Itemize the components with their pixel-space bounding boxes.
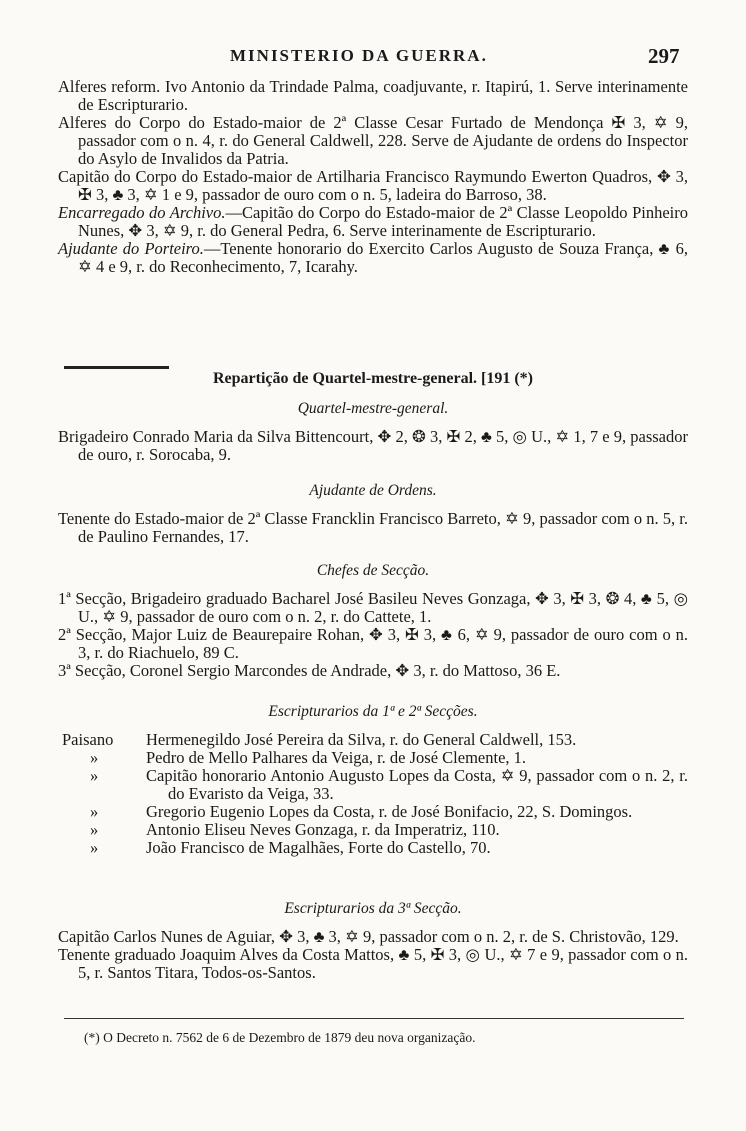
clerk-text: Gregorio Eugenio Lopes da Costa, r. de José Bonifacio, 22, S. Domingos. bbox=[146, 802, 633, 821]
ajudante-entry: Tenente do Estado-maior de 2ª Classe Francklin Francisco Barreto, ✡ 9, passador com o n. 5, r. de Paulino Fernandes, 17. bbox=[58, 509, 688, 546]
entry-text: —Tenente honorario do Exercito Carlos Augusto de Souza França, ♣ 6, ✡ 4 e 9, r. do Reconhecimento, 7, Icarahy. bbox=[78, 239, 688, 276]
page-number: 297 bbox=[648, 44, 680, 68]
chefe-entry: 3ª Secção, Coronel Sergio Marcondes de Andrade, ✥ 3, r. do Mattoso, 36 E. bbox=[58, 661, 561, 680]
clerk-row bbox=[0, 749, 746, 767]
clerk-row bbox=[0, 767, 746, 803]
clerk-text: Capitão honorario Antonio Augusto Lopes da Costa, ✡ 9, passador com o n. 2, r. do Evaristo da Veiga, 33. bbox=[146, 766, 688, 803]
escrip3-entry: Tenente graduado Joaquim Alves da Costa Mattos, ♣ 5, ✠ 3, ◎ U., ✡ 7 e 9, passador com o n. 5, r. Santos Titara, Todos-os-Santos. bbox=[58, 945, 688, 982]
page-header bbox=[0, 46, 746, 70]
chefes-heading: Chefes de Secção. bbox=[316, 562, 430, 579]
running-title: MINISTERIO DA GUERRA. bbox=[230, 46, 488, 65]
footnote-rule bbox=[64, 1018, 684, 1019]
footnote: (*) O Decreto n. 7562 de 6 de Dezembro de 1879 deu nova organização. bbox=[84, 1030, 476, 1045]
clerk-text: Hermenegildo José Pereira da Silva, r. do General Caldwell, 153. bbox=[146, 730, 577, 749]
entry-alferes-reformado: Alferes reform. Ivo Antonio da Trindade Palma, coadjuvante, r. Itapirú, 1. Serve interinamente de Escripturario. bbox=[58, 77, 688, 114]
clerk-row bbox=[0, 731, 746, 749]
clerk-row bbox=[0, 803, 746, 821]
chefes-block bbox=[0, 562, 746, 680]
escrip3-entry: Capitão Carlos Nunes de Aguiar, ✥ 3, ♣ 3, ✡ 9, passador com o n. 2, r. de S. Christovão, 129. bbox=[58, 927, 679, 946]
section-rule bbox=[64, 366, 169, 369]
clerk-text: João Francisco de Magalhães, Forte do Castello, 70. bbox=[146, 838, 491, 857]
clerk-row bbox=[0, 839, 746, 857]
escrip12-heading: Escripturarios da 1ª e 2ª Secções. bbox=[268, 703, 478, 720]
staff-entries bbox=[0, 78, 746, 276]
clerk-label: » bbox=[90, 838, 99, 857]
ajudante-heading: Ajudante de Ordens. bbox=[309, 482, 437, 499]
chefe-entry: 1ª Secção, Brigadeiro graduado Bacharel José Basileu Neves Gonzaga, ✥ 3, ✠ 3, ❂ 4, ♣ 5, ◎ U., ✡ 9, passador de ouro com o n. 2, r. do Cattete, 1. bbox=[58, 589, 688, 626]
clerk-label: Paisano bbox=[62, 730, 114, 749]
ajudante-block bbox=[0, 482, 746, 546]
clerk-text: Pedro de Mello Palhares da Veiga, r. de José Clemente, 1. bbox=[146, 748, 527, 767]
clerk-text: Antonio Eliseu Neves Gonzaga, r. da Imperatriz, 110. bbox=[146, 820, 500, 839]
section-heading-block bbox=[0, 370, 746, 388]
entry-text: —Capitão do Corpo do Estado-maior de 2ª Classe Leopoldo Pinheiro Nunes, ✥ 3, ✡ 9, r. do General Pedra, 6. Serve interinamente de Escripturario. bbox=[78, 203, 688, 240]
entry-label: Ajudante do Porteiro. bbox=[58, 239, 204, 258]
clerk-label: » bbox=[90, 802, 99, 821]
qmg-entry: Brigadeiro Conrado Maria da Silva Bittencourt, ✥ 2, ❂ 3, ✠ 2, ♣ 5, ◎ U., ✡ 1, 7 e 9, passador de ouro, r. Sorocaba, 9. bbox=[58, 427, 688, 464]
entry-ajudante-porteiro bbox=[0, 240, 688, 276]
clerk-row bbox=[0, 821, 746, 839]
clerk-label: » bbox=[90, 748, 99, 767]
chefe-entry: 2ª Secção, Major Luiz de Beaurepaire Rohan, ✥ 3, ✠ 3, ♣ 6, ✡ 9, passador de ouro com o n. 3, r. do Riachuelo, 89 C. bbox=[58, 625, 688, 662]
clerk-label: » bbox=[90, 766, 99, 785]
entry-alferes-corpo: Alferes do Corpo do Estado-maior de 2ª Classe Cesar Furtado de Mendonça ✠ 3, ✡ 9, passador com o n. 4, r. do General Caldwell, 228. Serve de Ajudante de ordens do Inspector do Asylo de Invalidos da Patria. bbox=[58, 113, 688, 168]
clerk-label: » bbox=[90, 820, 99, 839]
qmg-heading: Quartel-mestre-general. bbox=[297, 400, 449, 417]
entry-encarregado bbox=[0, 204, 688, 240]
section-title: Repartição de Quartel-mestre-general. [191 (*) bbox=[212, 370, 534, 387]
entry-capitao: Capitão do Corpo do Estado-maior de Artilharia Francisco Raymundo Ewerton Quadros, ✥ 3, ✠ 3, ♣ 3, ✡ 1 e 9, passador de ouro com o n. 5, ladeira do Barroso, 38. bbox=[58, 167, 688, 204]
escrip12-block bbox=[0, 703, 746, 857]
entry-label: Encarregado do Archivo. bbox=[58, 203, 226, 222]
escrip3-heading: Escripturarios da 3ª Secção. bbox=[284, 900, 462, 917]
escrip3-block bbox=[0, 900, 746, 982]
qmg-block bbox=[0, 400, 746, 464]
